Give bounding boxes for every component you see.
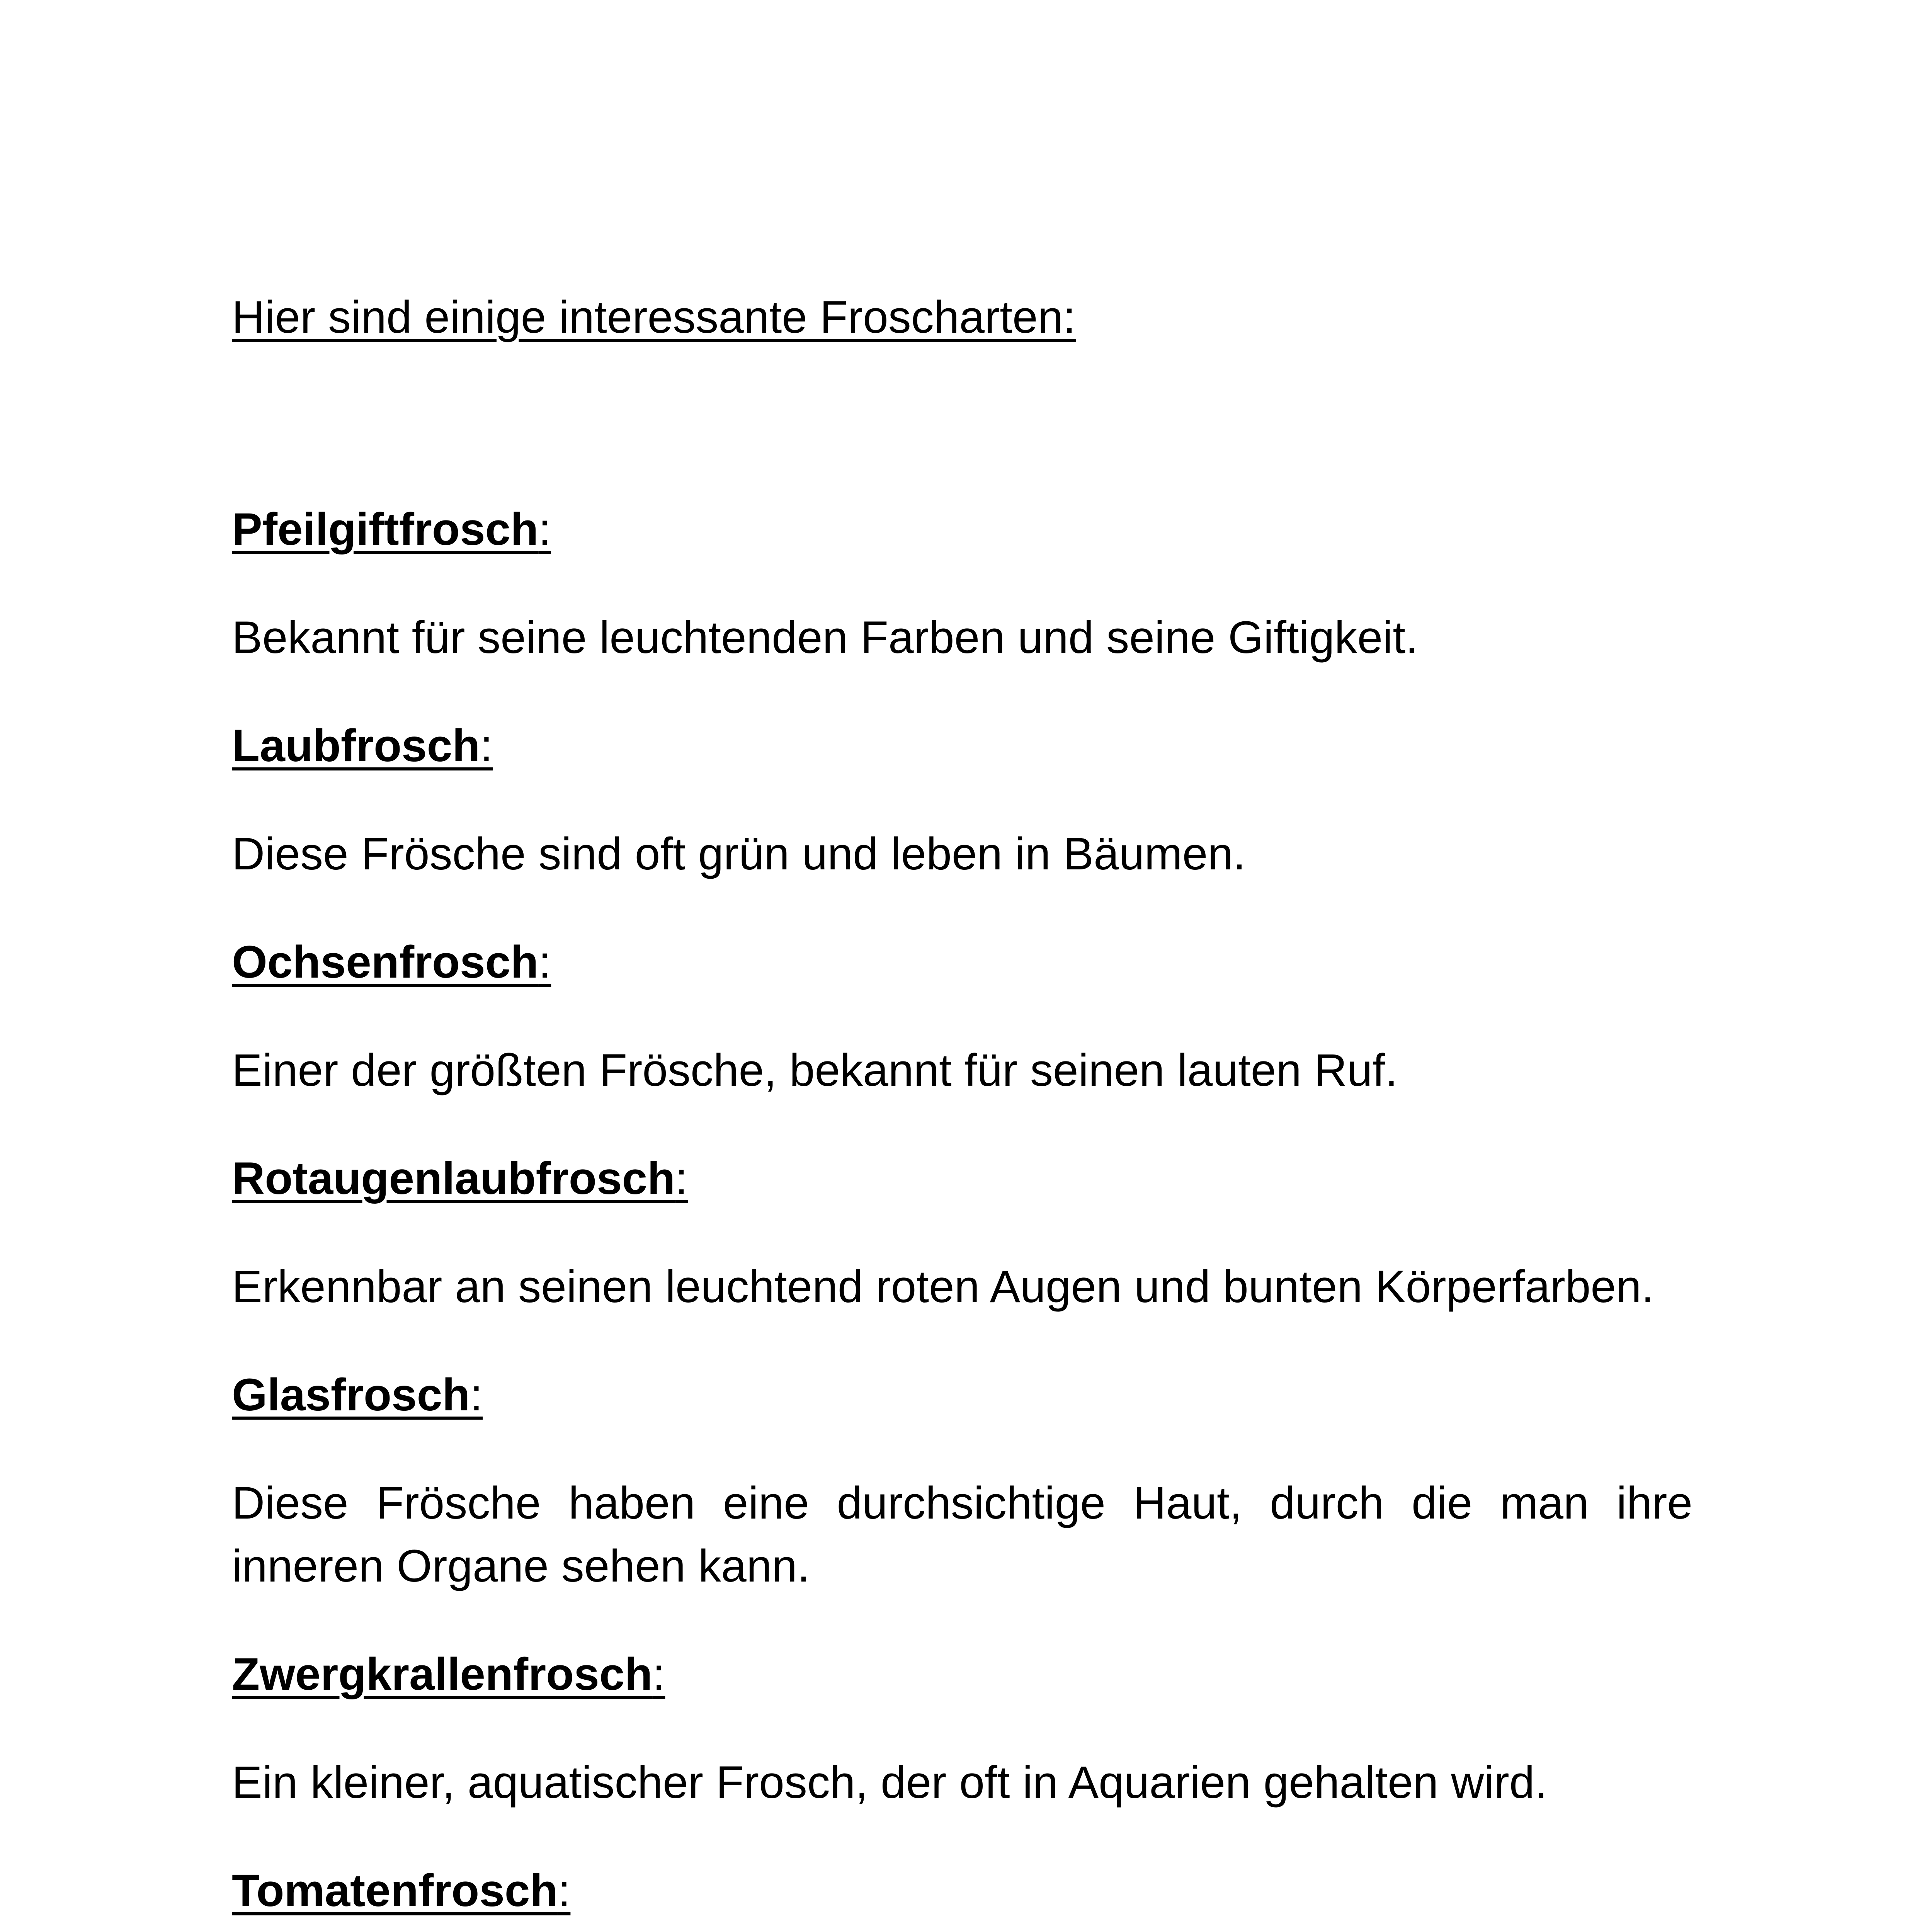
species-description: Diese Frösche haben eine durchsichtige Haut, durch die man ihre inneren Organe sehen kann.: [232, 1478, 1692, 1592]
species-heading: [232, 1859, 1692, 1922]
species-description: Ein kleiner, aquatischer Frosch, der oft in Aquarien gehalten wird.: [232, 1757, 1548, 1808]
species-colon: :: [675, 1153, 688, 1204]
page-content: [232, 286, 1692, 1932]
species-heading: [232, 1643, 1692, 1706]
species-entry-zwergkrallenfrosch: [232, 1643, 1692, 1814]
species-description: Erkennbar an seinen leuchtend roten Augen und bunten Körperfarben.: [232, 1261, 1654, 1312]
intro-text: Hier sind einige interessante Froscharten:: [232, 292, 1076, 343]
species-colon: :: [558, 1865, 571, 1916]
species-heading: [232, 1364, 1692, 1427]
species-heading: [232, 931, 1692, 994]
species-entry-rotaugenlaubfrosch: [232, 1147, 1692, 1318]
species-name: Laubfrosch: [232, 720, 480, 771]
species-entry-glasfrosch: [232, 1364, 1692, 1598]
species-name: Glasfrosch: [232, 1369, 470, 1420]
species-heading: [232, 498, 1692, 561]
species-name: Rotaugenlaubfrosch: [232, 1153, 675, 1204]
species-entry-ochsenfrosch: [232, 931, 1692, 1102]
species-entry-laubfrosch: [232, 714, 1692, 886]
species-colon: :: [470, 1369, 483, 1420]
species-colon: :: [652, 1649, 665, 1700]
species-heading: [232, 1147, 1692, 1210]
species-name: Zwergkrallenfrosch: [232, 1649, 653, 1700]
species-description: Bekannt für seine leuchtenden Farben und seine Giftigkeit.: [232, 612, 1418, 663]
species-description: Diese Frösche sind oft grün und leben in Bäumen.: [232, 828, 1246, 879]
species-colon: :: [538, 504, 551, 555]
species-list: [232, 498, 1692, 1932]
species-heading: [232, 714, 1692, 777]
species-colon: :: [538, 937, 551, 988]
species-name: Tomatenfrosch: [232, 1865, 558, 1916]
species-colon: :: [480, 720, 493, 771]
species-name: Pfeilgiftfrosch: [232, 504, 539, 555]
species-name: Ochsenfrosch: [232, 937, 539, 988]
species-entry-tomatenfrosch: [232, 1859, 1692, 1932]
species-entry-pfeilgiftfrosch: [232, 498, 1692, 669]
species-description: Einer der größten Frösche, bekannt für seinen lauten Ruf.: [232, 1045, 1398, 1096]
